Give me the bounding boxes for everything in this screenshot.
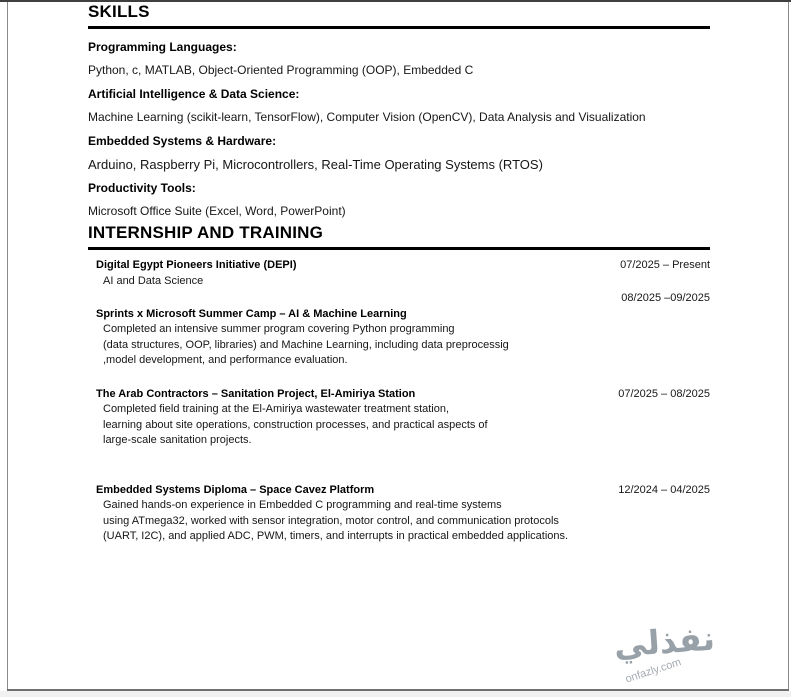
page-background-strip	[0, 691, 791, 697]
entry-description-line: learning about site operations, construction processes, and practical aspects of	[103, 418, 488, 431]
skill-category-items: Python, c, MATLAB, Object-Oriented Programming (OOP), Embedded C	[88, 63, 474, 78]
entry-title: The Arab Contractors – Sanitation Project, El-Amiriya Station	[96, 387, 416, 400]
entry-date: 07/2025 – 08/2025	[618, 387, 710, 400]
entry-description-line: AI and Data Science	[103, 274, 204, 287]
skill-category-items: Arduino, Raspberry Pi, Microcontrollers, Real-Time Operating Systems (RTOS)	[88, 156, 543, 172]
entry-date: 08/2025 –09/2025	[621, 292, 710, 304]
skills-list	[88, 35, 710, 223]
entry-description-line: Gained hands-on experience in Embedded C programming and real-time systems	[103, 499, 502, 511]
skills-rule	[88, 26, 710, 29]
skill-category-label: Artificial Intelligence & Data Science:	[88, 86, 300, 101]
entry-description-line: Completed an intensive summer program covering Python programming	[103, 323, 455, 335]
document-page	[8, 2, 788, 689]
watermark-arabic-text: نفذلي	[612, 618, 717, 665]
internship-entries	[88, 258, 710, 545]
page-border-right	[788, 2, 789, 690]
skill-category-label: Embedded Systems & Hardware:	[88, 133, 277, 148]
onfazly-watermark	[598, 618, 731, 686]
entry-title: Digital Egypt Pioneers Initiative (DEPI)	[96, 259, 297, 271]
internship-entry-header	[96, 387, 710, 403]
entry-description-line: using ATmega32, worked with sensor integration, motor control, and communication protocols	[103, 514, 559, 527]
watermark-domain-text: onfazly.com	[623, 656, 683, 686]
skills-heading: SKILLS	[88, 2, 150, 21]
entry-description-line: Completed field training at the El-Amiriya wastewater treatment station,	[103, 403, 450, 415]
internship-entry-header	[96, 307, 710, 323]
document-content	[88, 2, 710, 545]
entry-description-line: ,model development, and performance evaluation.	[103, 354, 348, 366]
entry-description-line: large-scale sanitation projects.	[103, 434, 252, 446]
entry-date: 07/2025 – Present	[620, 259, 710, 271]
skill-category-items: Machine Learning (scikit-learn, TensorFlow), Computer Vision (OpenCV), Data Analysis and Visualization	[88, 110, 646, 125]
internship-entry-header	[96, 258, 710, 274]
entry-description-line: (data structures, OOP, libraries) and Machine Learning, including data preprocessig	[103, 338, 509, 351]
skill-category-items: Microsoft Office Suite (Excel, Word, PowerPoint)	[88, 204, 346, 219]
skill-category-label: Productivity Tools:	[88, 180, 196, 195]
skill-category-label: Programming Languages:	[88, 39, 237, 54]
entry-date: 12/2024 – 04/2025	[618, 483, 710, 496]
internship-entry-header	[96, 483, 710, 499]
entry-title: Embedded Systems Diploma – Space Cavez Platform	[96, 483, 375, 496]
internship-heading: INTERNSHIP AND TRAINING	[88, 223, 324, 242]
internship-rule	[88, 247, 710, 250]
entry-description-line: (UART, I2C), and applied ADC, PWM, timers, and interrupts in practical embedded applications.	[103, 530, 569, 542]
entry-title: Sprints x Microsoft Summer Camp – AI & Machine Learning	[96, 307, 407, 320]
internship-entry-date-row	[96, 291, 710, 307]
